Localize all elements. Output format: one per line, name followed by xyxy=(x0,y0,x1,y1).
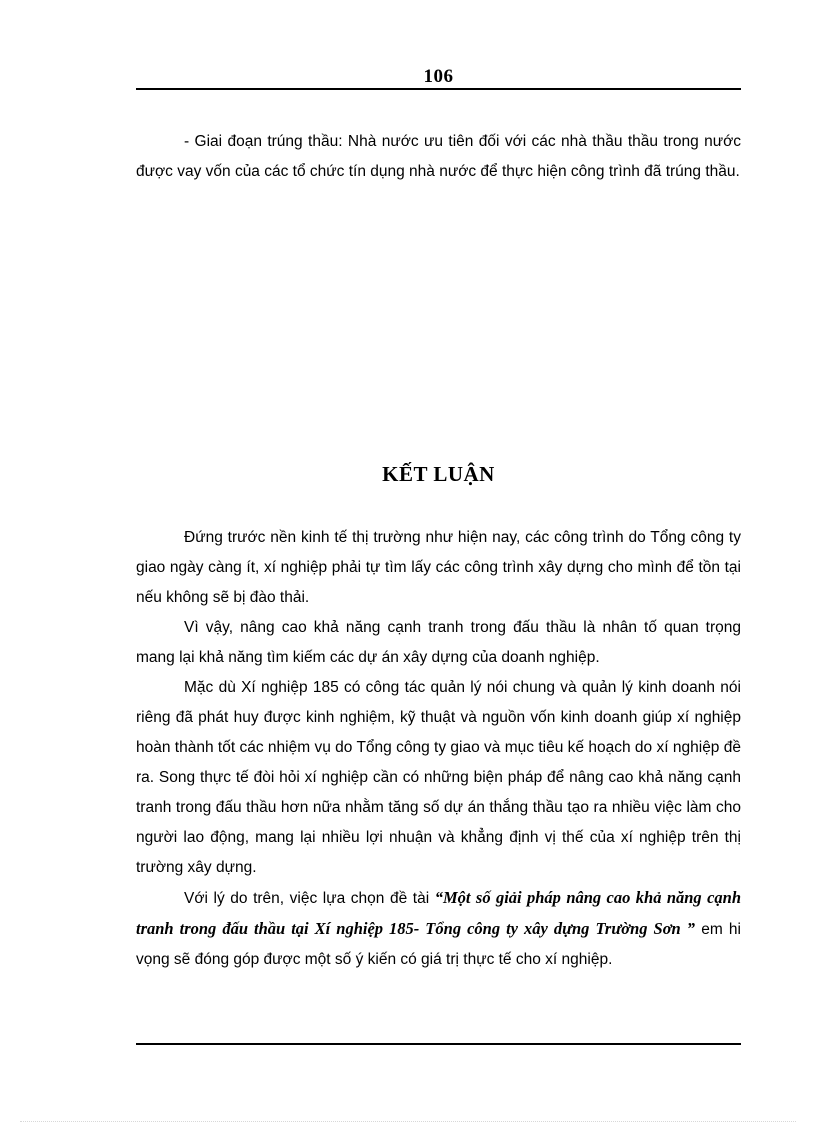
page-number: 106 xyxy=(423,66,454,87)
thesis-intro-text: Với lý do trên, việc lựa chọn đề tài xyxy=(184,890,435,907)
paragraph-thesis-topic xyxy=(136,883,741,975)
section-heading: KẾT LUẬN xyxy=(382,462,495,486)
thesis-title: “Một số giải pháp nâng cao khả năng cạnh tranh trong đấu thầu tại Xí nghiệp 185- Tổng công ty xây dựng Trường Sơn ” xyxy=(136,888,741,938)
paragraph-market-context: Đứng trước nền kinh tế thị trường như hiện nay, các công trình do Tổng công ty giao ngày càng ít, xí nghiệp phải tự tìm lấy các công trình xây dựng cho mình để tồn tại nếu không sẽ bị đào thải. xyxy=(136,529,741,606)
thesis-closing-text: em hi vọng sẽ đóng góp được một số ý kiến có giá trị thực tế cho xí nghiệp. xyxy=(136,921,741,968)
page-edge-divider xyxy=(20,1121,796,1122)
paragraph-bidding-phase: - Giai đoạn trúng thầu: Nhà nước ưu tiên đối với các nhà thầu thầu trong nước được vay vốn của các tổ chức tín dụng nhà nước để thực hiện công trình đã trúng thầu. xyxy=(136,133,741,180)
footer-rule xyxy=(136,1043,741,1045)
paragraph-competitiveness: Vì vậy, nâng cao khả năng cạnh tranh trong đấu thầu là nhân tố quan trọng mang lại khả năng tìm kiếm các dự án xây dựng của doanh nghiệp. xyxy=(136,619,741,666)
paragraph-enterprise-185: Mặc dù Xí nghiệp 185 có công tác quản lý nói chung và quản lý kinh doanh nói riêng đã phát huy được kinh nghiệm, kỹ thuật và nguồn vốn kinh doanh giúp xí nghiệp hoàn thành tốt các nhiệm vụ do Tổng công ty giao và mục tiêu kế hoạch do xí nghiệp đề ra. Song thực tế đòi hỏi xí nghiệp cần có những biện pháp để nâng cao khả năng cạnh tranh trong đấu thầu hơn nữa nhằm tăng số dự án thắng thầu tạo ra nhiều việc làm cho người lao động, mang lại nhiều lợi nhuận và khẳng định vị thế của xí nghiệp trên thị trường xây dựng. xyxy=(136,679,741,876)
header-rule xyxy=(136,88,741,90)
